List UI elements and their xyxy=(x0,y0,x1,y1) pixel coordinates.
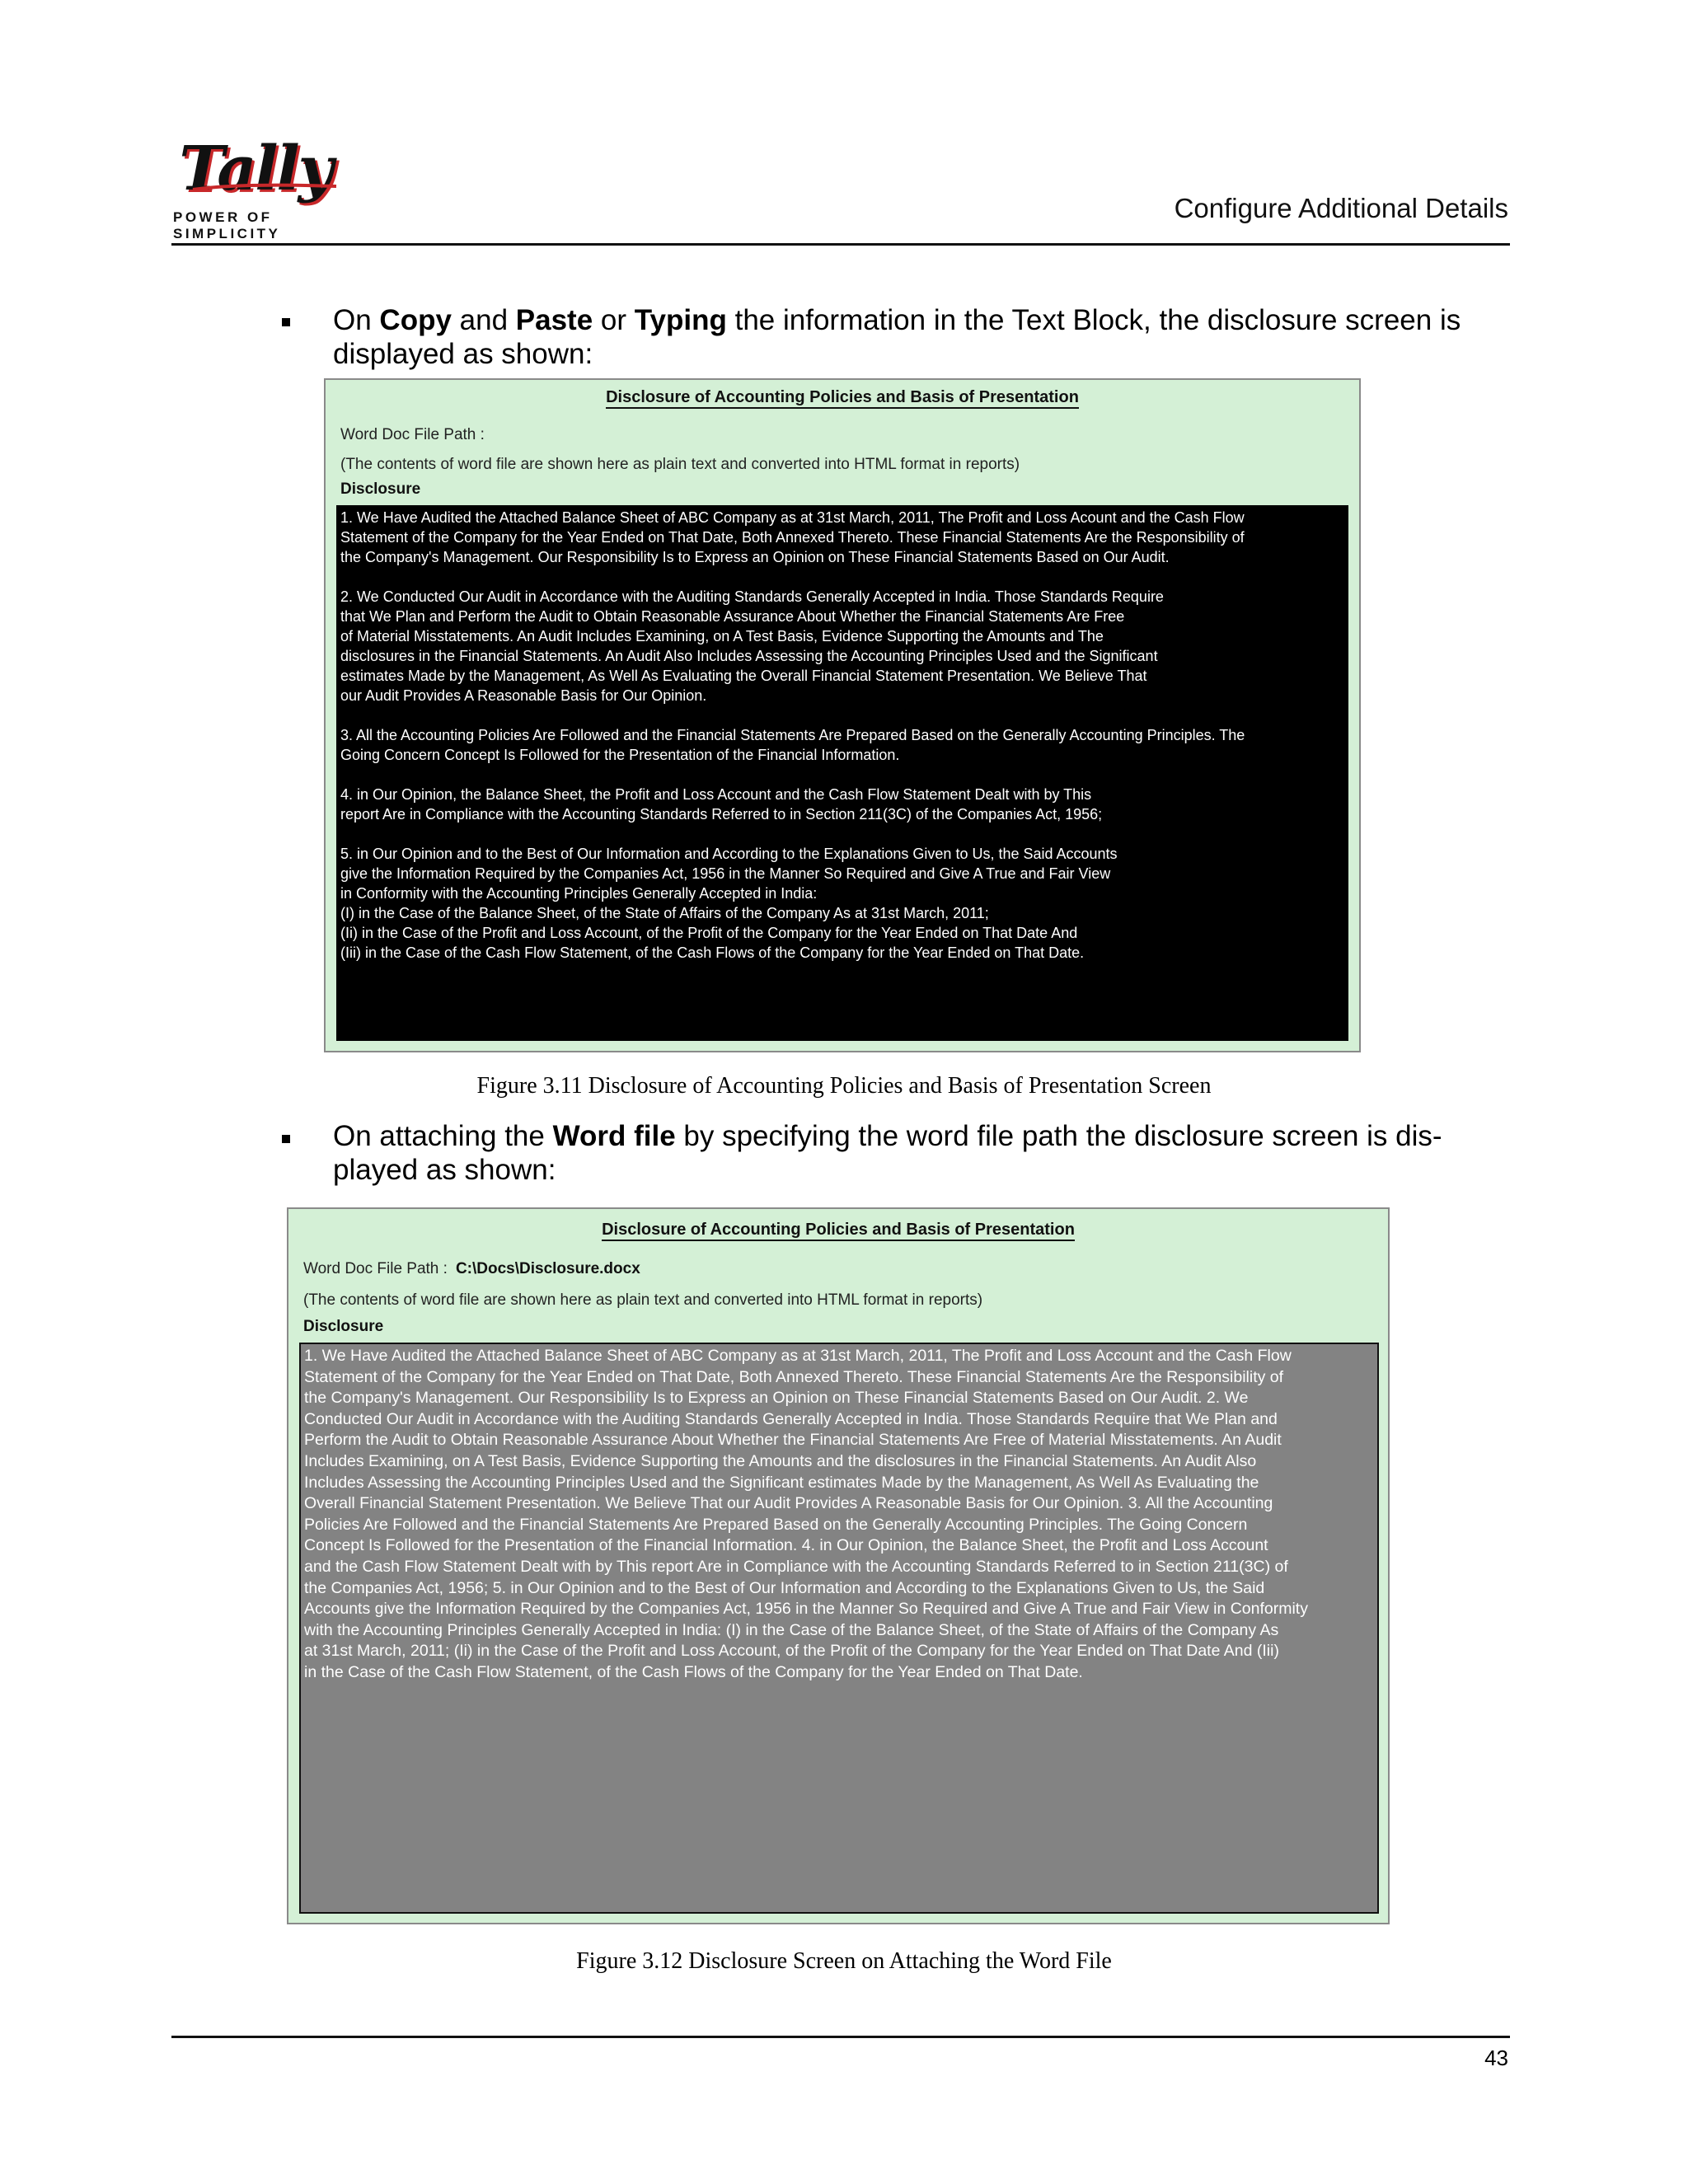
disclosure-screen-1 xyxy=(324,378,1361,1052)
disclosure-line: report Are in Compliance with the Accounting Standards Referred to in Section 211(3C) of the Companies Act, 1956; xyxy=(340,806,1103,823)
disclosure-label: Disclosure xyxy=(340,480,421,498)
disclosure-line: in the Case of the Cash Flow Statement, of the Cash Flows of the Company for the Year Ended on That Date. xyxy=(304,1662,1083,1681)
disclosure-line: the Companies Act, 1956; 5. in Our Opinion and to the Best of Our Information and According to the Explanations Given to Us, the Said xyxy=(304,1578,1265,1597)
screen-title: Disclosure of Accounting Policies and Basis of Presentation xyxy=(288,1221,1388,1240)
disclosure-line: that We Plan and Perform the Audit to Obtain Reasonable Assurance About Whether the Financial Statements Are Free xyxy=(340,608,1125,625)
disclosure-line: at 31st March, 2011; (Ii) in the Case of the Profit and Loss Account, of the Profit of the Company for the Year Ended on That Date And (Iii) xyxy=(304,1642,1279,1661)
bullet-paragraph-1: On Copy and Paste or Typing the information in the Text Block, the disclosure screen is displayed as shown: xyxy=(333,304,1461,370)
disclosure-line: 1. We Have Audited the Attached Balance Sheet of ABC Company as at 31st March, 2011, The Profit and Loss Acount and the Cash Flow xyxy=(340,509,1245,526)
disclosure-line: Perform the Audit to Obtain Reasonable Assurance About Whether the Financial Statements Are Free of Material Misstatements. An Audit xyxy=(304,1431,1282,1450)
disclosure-line: 1. We Have Audited the Attached Balance Sheet of ABC Company as at 31st March, 2011, The Profit and Loss Account and the Cash Flow xyxy=(304,1347,1292,1365)
disclosure-line: disclosures in the Financial Statements. An Audit Also Includes Assessing the Accounting Principles Used and the Significant xyxy=(340,648,1158,664)
disclosure-line: 4. in Our Opinion, the Balance Sheet, the Profit and Loss Account and the Cash Flow Statement Dealt with by This xyxy=(340,786,1092,803)
header-rule xyxy=(171,243,1510,246)
disclosure-screen-2 xyxy=(287,1207,1390,1924)
disclosure-line: in Conformity with the Accounting Principles Generally Accepted in India: xyxy=(340,885,818,902)
disclosure-line: Going Concern Concept Is Followed for the Presentation of the Financial Information. xyxy=(340,747,900,763)
disclosure-line: 3. All the Accounting Policies Are Followed and the Financial Statements Are Prepared Based on the Generally Accounting Principles. The xyxy=(340,727,1245,743)
disclosure-line: (Ii) in the Case of the Profit and Loss Account, of the Profit of the Company for the Year Ended on That Date And xyxy=(340,925,1078,941)
disclosure-line: Statement of the Company for the Year Ended on That Date, Both Annexed Thereto. These Financial Statements Are the Responsibility of xyxy=(340,529,1245,546)
disclosure-line: Statement of the Company for the Year Ended on That Date, Both Annexed Thereto. These Financial Statements Are the Responsibility of xyxy=(304,1367,1284,1386)
bullet-icon xyxy=(282,1135,290,1143)
screen-title: Disclosure of Accounting Policies and Basis of Presentation xyxy=(326,388,1359,407)
disclosure-line: Includes Examining, on A Test Basis, Evidence Supporting the Amounts and the disclosures in the Financial Statements. An Audit Also xyxy=(304,1451,1257,1470)
disclosure-line: the Company's Management. Our Responsibility Is to Express an Opinion on These Financial Statements Based on Our Audit. 2. We xyxy=(304,1389,1249,1408)
page-number: 43 xyxy=(1484,2046,1508,2070)
word-doc-path-value: C:\Docs\Disclosure.docx xyxy=(455,1260,640,1277)
word-doc-path-field[interactable]: Word Doc File Path : xyxy=(340,426,485,443)
disclosure-line: Concept Is Followed for the Presentation of the Financial Information. 4. in Our Opinion, the Balance Sheet, the Profit and Loss Account xyxy=(304,1536,1268,1555)
figure-caption-1: Figure 3.11 Disclosure of Accounting Policies and Basis of Presentation Screen xyxy=(476,1073,1212,1099)
disclosure-line: of Material Misstatements. An Audit Includes Examining, on A Test Basis, Evidence Supporting the Amounts and The xyxy=(340,628,1104,644)
disclosure-paragraph xyxy=(340,785,1344,824)
disclosure-paragraph xyxy=(340,725,1344,765)
disclosure-line: (Iii) in the Case of the Cash Flow Statement, of the Cash Flows of the Company for the Year Ended on That Date. xyxy=(340,944,1085,961)
disclosure-line: give the Information Required by the Companies Act, 1956 in the Manner So Required and Give A True and Fair View xyxy=(340,865,1111,882)
bullet-paragraph-2: On attaching the Word file by specifying the word file path the disclosure screen is dis-played as shown: xyxy=(333,1120,1442,1186)
disclosure-line: (I) in the Case of the Balance Sheet, of the State of Affairs of the Company As at 31st March, 2011; xyxy=(340,905,989,921)
disclosure-line: our Audit Provides A Reasonable Basis for Our Opinion. xyxy=(340,687,707,704)
format-note: (The contents of word file are shown here as plain text and converted into HTML format in reports) xyxy=(303,1291,983,1309)
disclosure-paragraph xyxy=(340,508,1344,567)
disclosure-text-block[interactable] xyxy=(336,505,1348,1041)
disclosure-line: Policies Are Followed and the Financial Statements Are Prepared Based on the Generally Accounting Principles. The Going Concern xyxy=(304,1515,1248,1534)
section-title: Configure Additional Details xyxy=(1174,193,1508,223)
disclosure-line: Includes Assessing the Accounting Principles Used and the Significant estimates Made by the Management, As Well As Evaluating the xyxy=(304,1473,1259,1492)
disclosure-line: Conducted Our Audit in Accordance with the Auditing Standards Generally Accepted in India. Those Standards Require that We Plan and xyxy=(304,1409,1278,1428)
disclosure-line: 2. We Conducted Our Audit in Accordance with the Auditing Standards Generally Accepted in India. Those Standards Require xyxy=(340,588,1164,605)
figure-caption-2: Figure 3.12 Disclosure Screen on Attaching the Word File xyxy=(576,1948,1112,1974)
disclosure-line: and the Cash Flow Statement Dealt with by This report Are in Compliance with the Accounting Standards Referred to in Section 211(3C) of xyxy=(304,1557,1288,1576)
format-note: (The contents of word file are shown here as plain text and converted into HTML format in reports) xyxy=(340,456,1020,473)
disclosure-line: with the Accounting Principles Generally Accepted in India: (I) in the Case of the Balance Sheet, of the State of Affairs of the Company As xyxy=(304,1620,1279,1639)
logo-tagline: POWER OF SIMPLICITY xyxy=(173,209,281,241)
disclosure-label: Disclosure xyxy=(303,1318,384,1335)
word-doc-path-field[interactable]: Word Doc File Path : C:\Docs\Disclosure.docx xyxy=(303,1260,640,1277)
logo-swash-icon xyxy=(191,181,338,193)
footer-rule xyxy=(171,2036,1510,2038)
disclosure-paragraph xyxy=(340,587,1344,705)
disclosure-line: the Company's Management. Our Responsibility Is to Express an Opinion on These Financial Statements Based on Our Audit. xyxy=(340,549,1170,565)
disclosure-text-block[interactable] xyxy=(299,1343,1379,1914)
bullet-icon xyxy=(282,318,290,326)
logo-wordmark: Tally xyxy=(179,134,332,204)
disclosure-line: 5. in Our Opinion and to the Best of Our Information and According to the Explanations Given to Us, the Said Accounts xyxy=(340,846,1118,862)
tally-logo xyxy=(173,134,363,242)
disclosure-line: Accounts give the Information Required by the Companies Act, 1956 in the Manner So Required and Give A True and Fair View in Conformity xyxy=(304,1600,1308,1619)
disclosure-line: estimates Made by the Management, As Well As Evaluating the Overall Financial Statement Presentation. We Believe That xyxy=(340,668,1147,684)
disclosure-line: Overall Financial Statement Presentation. We Believe That our Audit Provides A Reasonable Basis for Our Opinion. 3. All the Accounting xyxy=(304,1494,1273,1513)
disclosure-paragraph xyxy=(340,844,1344,963)
